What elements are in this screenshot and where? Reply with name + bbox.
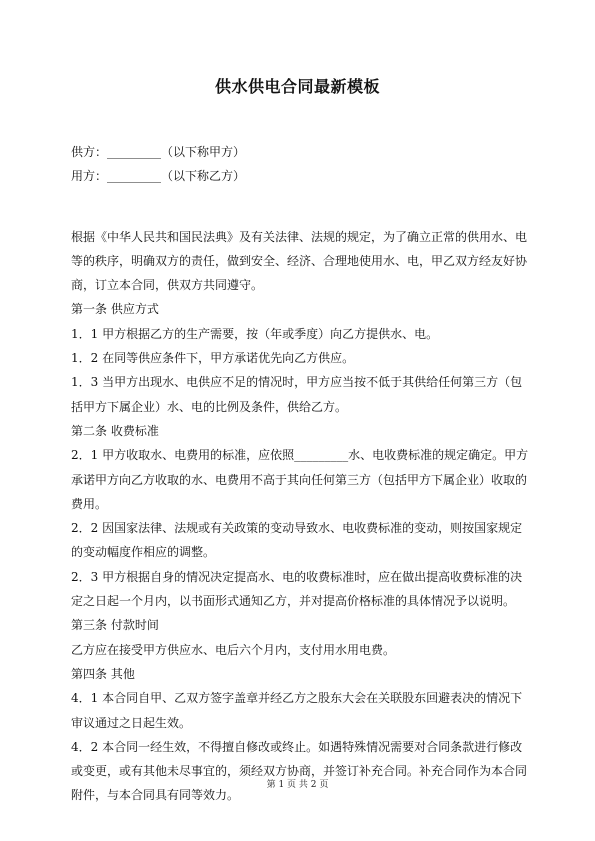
document-title: 供水供电合同最新模板 (214, 77, 380, 96)
body-line: 或变更，或有其他未尽事宜的，须经双方协商，并签订补充合同。补充合同作为本合同 (71, 764, 528, 779)
body-line: 的变动幅度作相应的调整。 (71, 545, 216, 560)
body-line: 附件，与本合同具有同等效力。 (71, 788, 240, 803)
body-line: 1．3 当甲方出现水、电供应不足的情况时，甲方应当按不低于其供给任何第三方（包 (71, 375, 523, 390)
body-line: 乙方应在接受甲方供应水、电后六个月内，支付用水用电费。 (71, 642, 396, 657)
body-line: 审议通过之日起生效。 (71, 715, 192, 730)
article-heading: 第三条 付款时间 (71, 618, 159, 633)
body-line: 根据《中华人民共和国民法典》及有关法律、法规的规定，为了确立正常的供用水、电 (71, 229, 528, 244)
body-line: 1．1 甲方根据乙方的生产需要，按（年或季度）向乙方提供水、电。 (71, 326, 439, 341)
supplier-line: 供方：_________（以下称甲方） (71, 145, 246, 159)
article-heading: 第四条 其他 (71, 666, 135, 681)
body-line: 定之日起一个月内，以书面形式通知乙方，并对提高价格标准的具体情况予以说明。 (71, 594, 516, 609)
page-number: 第 1 页 共 2 页 (266, 780, 329, 790)
body-line: 括甲方下属企业）水、电的比例及条件，供给乙方。 (71, 399, 348, 414)
article-heading: 第一条 供应方式 (71, 302, 159, 317)
user-line: 用方：_________（以下称乙方） (71, 169, 246, 184)
document-body (71, 140, 528, 808)
body-line: 费用。 (71, 496, 108, 511)
body-line: 承诺甲方向乙方收取的水、电费用不高于其向任何第三方（包括甲方下属企业）收取的 (71, 472, 528, 487)
body-line: 4．2 本合同一经生效，不得擅自修改或终止。如遇特殊情况需要对合同条款进行修改 (71, 739, 523, 754)
article-heading: 第二条 收费标准 (71, 423, 159, 438)
body-line: 1．2 在同等供应条件下，甲方承诺优先向乙方供应。 (71, 351, 355, 366)
body-line: 4．1 本合同自甲、乙双方签字盖章并经乙方之股东大会在关联股东回避表决的情况下 (71, 691, 523, 706)
body-line: 2．3 甲方根据自身的情况决定提高水、电的收费标准时，应在做出提高收费标准的决 (71, 569, 523, 584)
body-line: 2．1 甲方收取水、电费用的标准，应依照_________水、电收费标准的规定确定。甲方 (71, 448, 528, 463)
body-line: 商，订立本合同，供双方共同遵守。 (71, 278, 264, 293)
section-spacer (71, 189, 528, 225)
body-line: 等的秩序，明确双方的责任，做到安全、经济、合理地使用水、电，甲乙双方经友好协 (71, 253, 528, 268)
body-line: 2．2 因国家法律、法规或有关政策的变动导致水、电收费标准的变动，则按国家规定 (71, 521, 523, 536)
